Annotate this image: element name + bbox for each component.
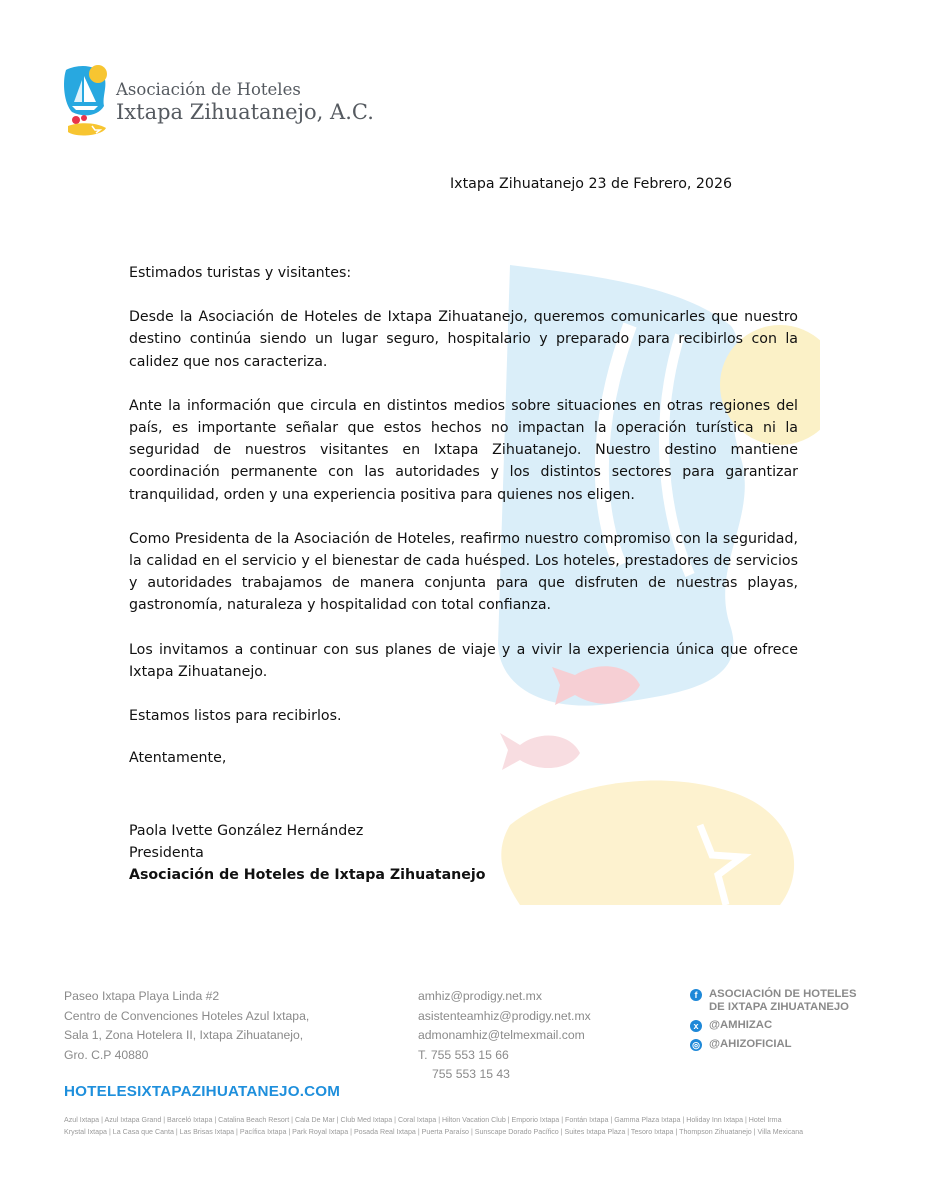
phone-number: T. 755 553 15 66 <box>418 1047 509 1062</box>
letter-body <box>129 262 798 769</box>
association-logo <box>62 62 110 140</box>
signer-organization: Asociación de Hoteles de Ixtapa Zihuatanejo <box>129 867 486 884</box>
facebook-link[interactable] <box>690 988 857 1013</box>
letter-paragraph: Ante la información que circula en distintos medios sobre situaciones en otras regiones del país, es importante señalar que estos hechos no impactan la operación turística ni la seguridad de nuestros visitantes en Ixtapa Zihuatanejo. Nuestro destino mantiene coordinación permanente con las autoridades y los distintos sectores para garantizar tranquilidad, orden y una experiencia positiva para quienes nos eligen. <box>129 397 798 503</box>
letter-date: Ixtapa Zihuatanejo 23 de Febrero, 2026 <box>450 176 732 192</box>
letter-paragraph: Como Presidenta de la Asociación de Hoteles, reafirmo nuestro compromiso con la seguridad, la calidad en el servicio y el bienestar de cada huésped. Los hoteles, prestadores de servicios y autoridades trabajamos de manera conjunta para que disfruten de nuestras playas, gastronomía, naturaleza y hospitalidad con total confianza. <box>129 530 798 614</box>
footer-social <box>690 988 857 1051</box>
letter-greeting: Estimados turistas y visitantes: <box>129 265 352 281</box>
letter-closing-line: Estamos listos para recibirlos. <box>129 708 342 725</box>
letter-sign-off: Atentamente, <box>129 750 227 767</box>
letter-paragraph: Los invitamos a continuar con sus planes de viaje y a vivir la experiencia única que ofrece Ixtapa Zihuatanejo. <box>129 641 798 680</box>
facebook-name-line2: DE IXTAPA ZIHUATANEJO <box>709 1000 849 1013</box>
phone-number: 755 553 15 43 <box>432 1067 510 1081</box>
address-line: Paseo Ixtapa Playa Linda #2 <box>64 989 220 1003</box>
signer-title: Presidenta <box>129 845 204 862</box>
letter-paragraph: Desde la Asociación de Hoteles de Ixtapa Zihuatanejo, queremos comunicarles que nuestro destino continúa siendo un lugar seguro, hospitalario y preparado para recibirlos con la calidez que nos caracteriza. <box>129 309 798 370</box>
email-link[interactable]: amhiz@prodigy.net.mx <box>418 989 542 1003</box>
address-line: Centro de Convenciones Hoteles Azul Ixtapa, <box>64 1008 310 1023</box>
instagram-link[interactable] <box>690 1038 857 1051</box>
x-icon: x <box>690 1020 702 1032</box>
signature-block <box>129 820 485 887</box>
email-link[interactable]: admonamhiz@telmexmail.com <box>418 1028 585 1042</box>
footer-contact <box>418 987 591 1085</box>
address-line: Gro. C.P 40880 <box>64 1047 149 1062</box>
association-name-line2: Ixtapa Zihuatanejo, A.C. <box>116 100 374 124</box>
association-name <box>116 80 374 124</box>
facebook-name-line1: ASOCIACIÓN DE HOTELES <box>709 988 857 1000</box>
member-hotels-list <box>64 1114 864 1138</box>
x-link[interactable] <box>690 1019 857 1032</box>
instagram-handle: @AHIZOFICIAL <box>709 1038 792 1050</box>
email-link[interactable]: asistenteamhiz@prodigy.net.mx <box>418 1008 591 1023</box>
facebook-icon: f <box>690 989 702 1001</box>
member-hotels-line: Krystal Ixtapa | La Casa que Canta | Las Brisas Ixtapa | Pacífica Ixtapa | Park Royal Ixtapa | Posada Real Ixtapa | Puerta Paraíso | Sunscape Dorado Pacífico | Suites Ixtapa Plaza | Tesoro Ixtapa | Thompson Zihuatanejo | Villa Mexicana <box>64 1128 804 1136</box>
association-name-line1: Asociación de Hoteles <box>116 80 301 99</box>
x-handle: @AMHIZAC <box>709 1019 773 1031</box>
instagram-icon: ◎ <box>690 1039 702 1051</box>
signer-name: Paola Ivette González Hernández <box>129 823 364 839</box>
member-hotels-line: Azul Ixtapa | Azul Ixtapa Grand | Barceló Ixtapa | Catalina Beach Resort | Cala De Mar | Club Med Ixtapa | Coral Ixtapa | Hilton Vacation Club | Emporio Ixtapa | Fontán Ixtapa | Gamma Plaza Ixtapa | Holiday Inn Ixtapa | Hotel Irma <box>64 1116 782 1124</box>
address-line: Sala 1, Zona Hotelera II, Ixtapa Zihuatanejo, <box>64 1028 304 1042</box>
footer-address <box>64 987 309 1065</box>
website-link[interactable]: HOTELESIXTAPAZIHUATANEJO.COM <box>64 1083 341 1100</box>
